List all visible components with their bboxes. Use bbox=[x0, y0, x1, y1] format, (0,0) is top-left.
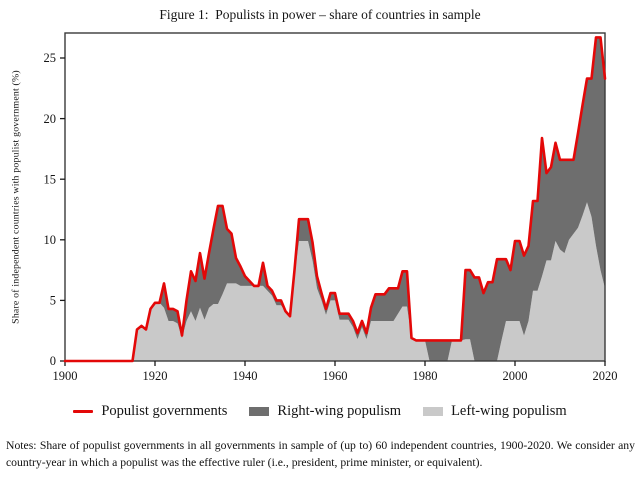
tick-label: 0 bbox=[49, 354, 56, 369]
legend-label: Left-wing populism bbox=[451, 403, 567, 419]
red-line-marker-icon bbox=[73, 410, 93, 414]
figure-notes: Notes: Share of populist governments in all governments in sample of (up to) 60 independent countries, 1900-2020. We consider any country-year in which a populist was the effective ruler (i.e., president, prime minister, or equivalent). bbox=[6, 439, 635, 469]
tick-label: 1980 bbox=[412, 369, 438, 383]
legend-item-populist-governments bbox=[73, 403, 227, 420]
tick-label: 15 bbox=[43, 172, 56, 187]
legend bbox=[0, 403, 640, 420]
y-axis-label: Share of independent countries with populist government (%) bbox=[10, 70, 22, 324]
tick-label: 1920 bbox=[142, 369, 168, 383]
figure-title: Figure 1: Populists in power – share of countries in sample bbox=[159, 7, 481, 22]
legend-item-left-wing bbox=[423, 403, 567, 420]
legend-label: Right-wing populism bbox=[277, 403, 402, 419]
chart-areas bbox=[65, 37, 605, 361]
tick-label: 10 bbox=[43, 233, 56, 247]
tick-label: 1900 bbox=[52, 369, 78, 383]
legend-label: Populist governments bbox=[101, 403, 228, 419]
legend-item-right-wing bbox=[249, 403, 401, 420]
tick-label: 5 bbox=[49, 293, 56, 308]
tick-label: 2020 bbox=[592, 369, 618, 383]
dark-gray-box-icon bbox=[249, 407, 269, 416]
tick-label: 2000 bbox=[502, 369, 528, 383]
tick-label: 1940 bbox=[232, 369, 258, 383]
tick-label: 25 bbox=[43, 51, 56, 66]
tick-label: 1960 bbox=[322, 369, 348, 383]
light-gray-box-icon bbox=[423, 407, 443, 416]
tick-label: 20 bbox=[43, 111, 56, 126]
